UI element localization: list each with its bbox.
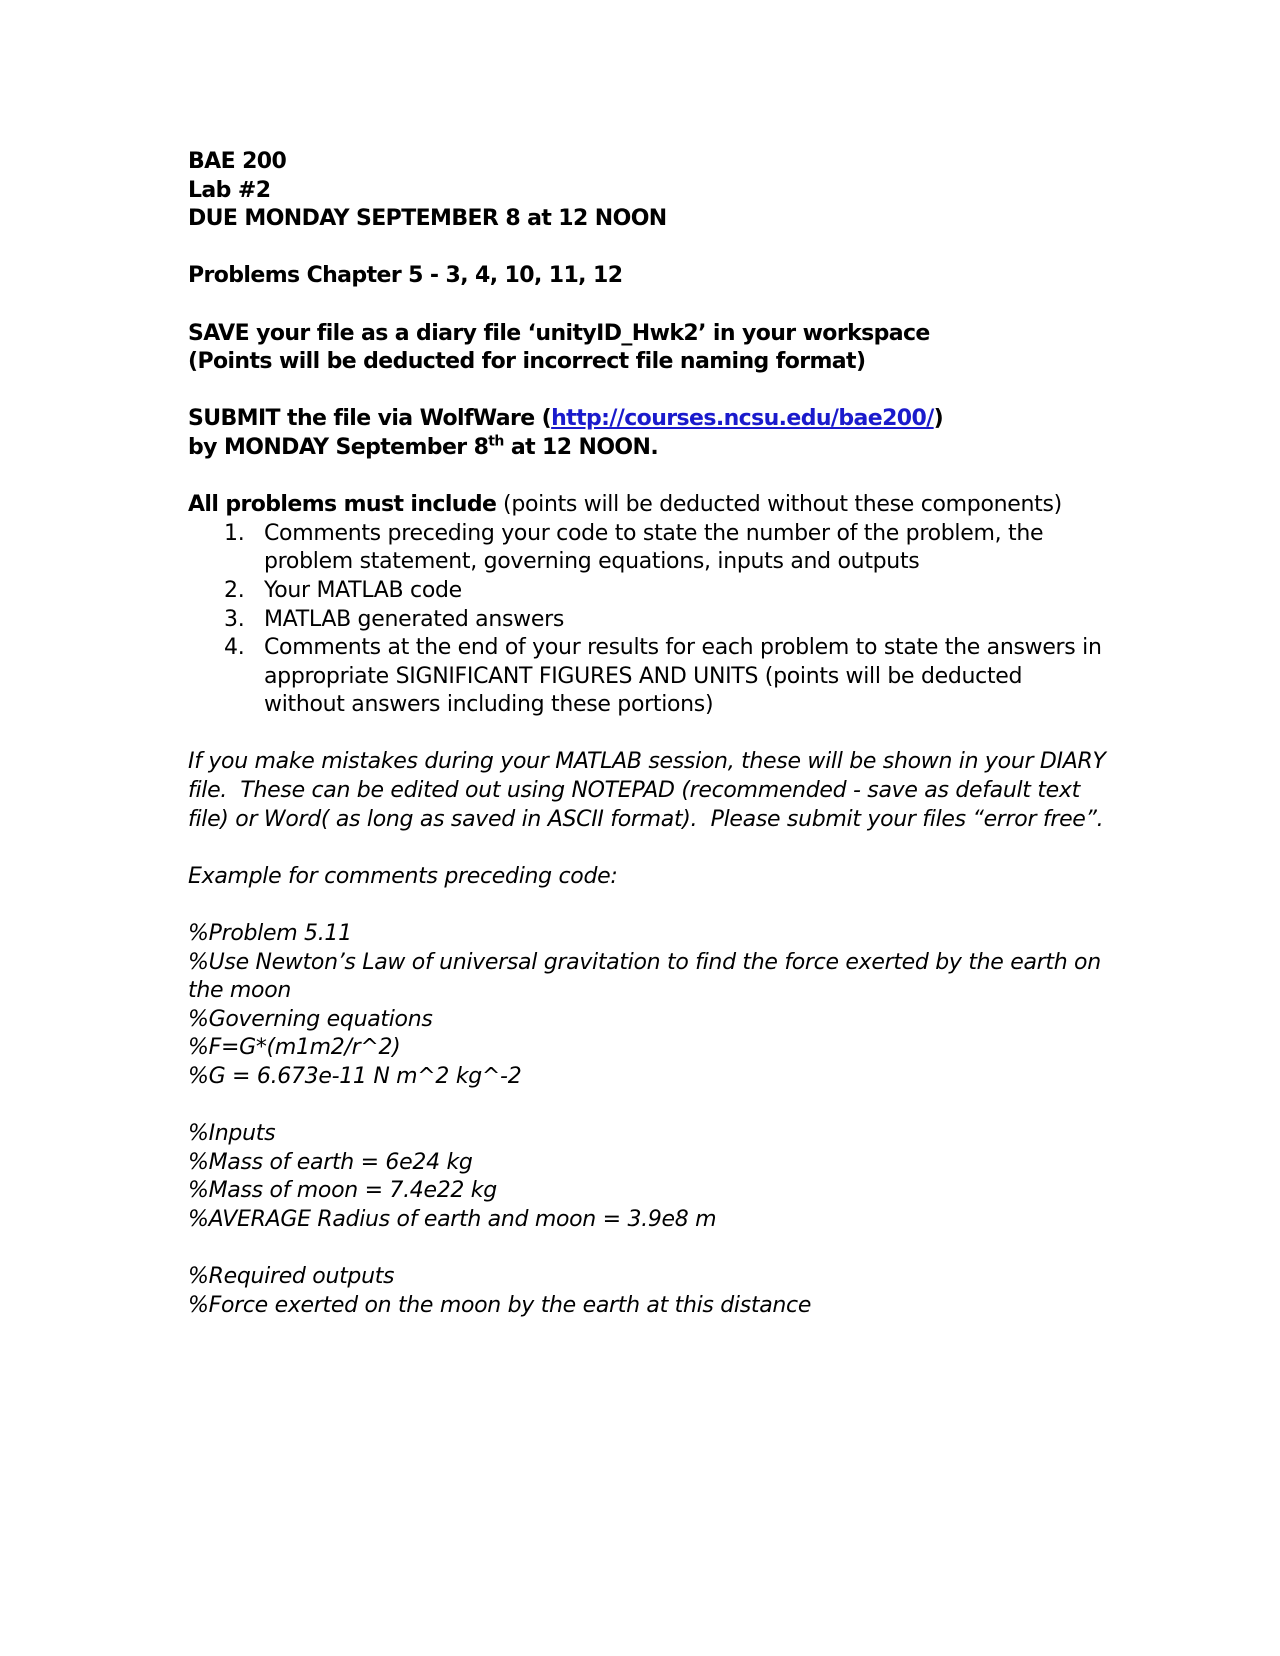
problems-assigned: Problems Chapter 5 - 3, 4, 10, 11, 12 — [188, 263, 623, 289]
comment-statement: %Use Newton’s Law of universal gravitation to find the force exerted by the earth on the moon — [188, 949, 1108, 1004]
due-date: DUE MONDAY SEPTEMBER 8 at 12 NOON — [188, 206, 667, 232]
list-item-number: 3. — [224, 606, 245, 632]
list-item-text: Comments preceding your code to state the number of the problem, the problem statement, governing equations, inputs and outputs — [264, 520, 1044, 575]
comment-input-2: %Mass of moon = 7.4e22 kg — [188, 1178, 497, 1204]
comment-governing: %Governing equations — [188, 1006, 433, 1032]
naming-warning: (Points will be deducted for incorrect file naming format) — [188, 349, 866, 375]
comment-input-3: %AVERAGE Radius of earth and moon = 3.9e8 m — [188, 1206, 717, 1232]
list-item-text: Your MATLAB code — [264, 577, 462, 603]
list-item-number: 2. — [224, 577, 245, 603]
course-code: BAE 200 — [188, 149, 287, 174]
wolfware-link[interactable]: http://courses.ncsu.edu/bae200/ — [551, 406, 934, 432]
submit-deadline-end: at 12 NOON. — [503, 434, 659, 460]
list-item — [224, 606, 1108, 635]
save-instruction: SAVE your file as a diary file ‘unityID_Hwk2’ in your workspace — [188, 320, 930, 346]
list-item-text: MATLAB generated answers — [264, 606, 565, 632]
list-item-number: 4. — [224, 635, 245, 661]
submit-deadline-start: by MONDAY September 8 — [188, 434, 489, 460]
submit-instruction — [188, 405, 1108, 434]
lab-number: Lab #2 — [188, 177, 271, 203]
requirements-lead-rest: (points will be deducted without these components) — [496, 492, 1062, 518]
submit-prefix: SUBMIT the file via WolfWare ( — [188, 406, 552, 432]
submit-suffix: ) — [933, 406, 944, 432]
requirements-lead — [188, 491, 1108, 520]
list-item — [224, 634, 1108, 720]
document-page — [188, 148, 1113, 1320]
comment-outputs: %Required outputs — [188, 1264, 395, 1290]
comment-problem: %Problem 5.11 — [188, 921, 352, 947]
comment-equation-1: %F=G*(m1m2/r^2) — [188, 1035, 401, 1061]
comment-equation-2: %G = 6.673e-11 N m^2 kg^-2 — [188, 1064, 522, 1089]
list-item-text: Comments at the end of your results for each problem to state the answers in appropriate SIGNIFICANT FIGURES AND UNITS (points will be deducted without answers including these portions) — [264, 635, 1102, 718]
comment-input-1: %Mass of earth = 6e24 kg — [188, 1149, 473, 1175]
mistakes-paragraph: If you make mistakes during your MATLAB session, these will be shown in your DIARY file. These can be edited out using NOTEPAD (recommended - save as default text file) or Word( as long as saved in ASCII format). Please submit your files “error free”. — [188, 749, 1113, 832]
submit-deadline — [188, 434, 1108, 463]
requirements-list — [188, 520, 1108, 720]
list-item — [224, 577, 1108, 606]
requirements-lead-bold: All problems must include — [188, 492, 497, 518]
list-item-number: 1. — [224, 520, 245, 546]
comment-output-1: %Force exerted on the moon by the earth at this distance — [188, 1292, 812, 1318]
example-heading: Example for comments preceding code: — [188, 863, 618, 889]
ordinal-suffix: th — [488, 433, 504, 450]
list-item — [224, 520, 1108, 577]
comment-inputs: %Inputs — [188, 1121, 276, 1147]
